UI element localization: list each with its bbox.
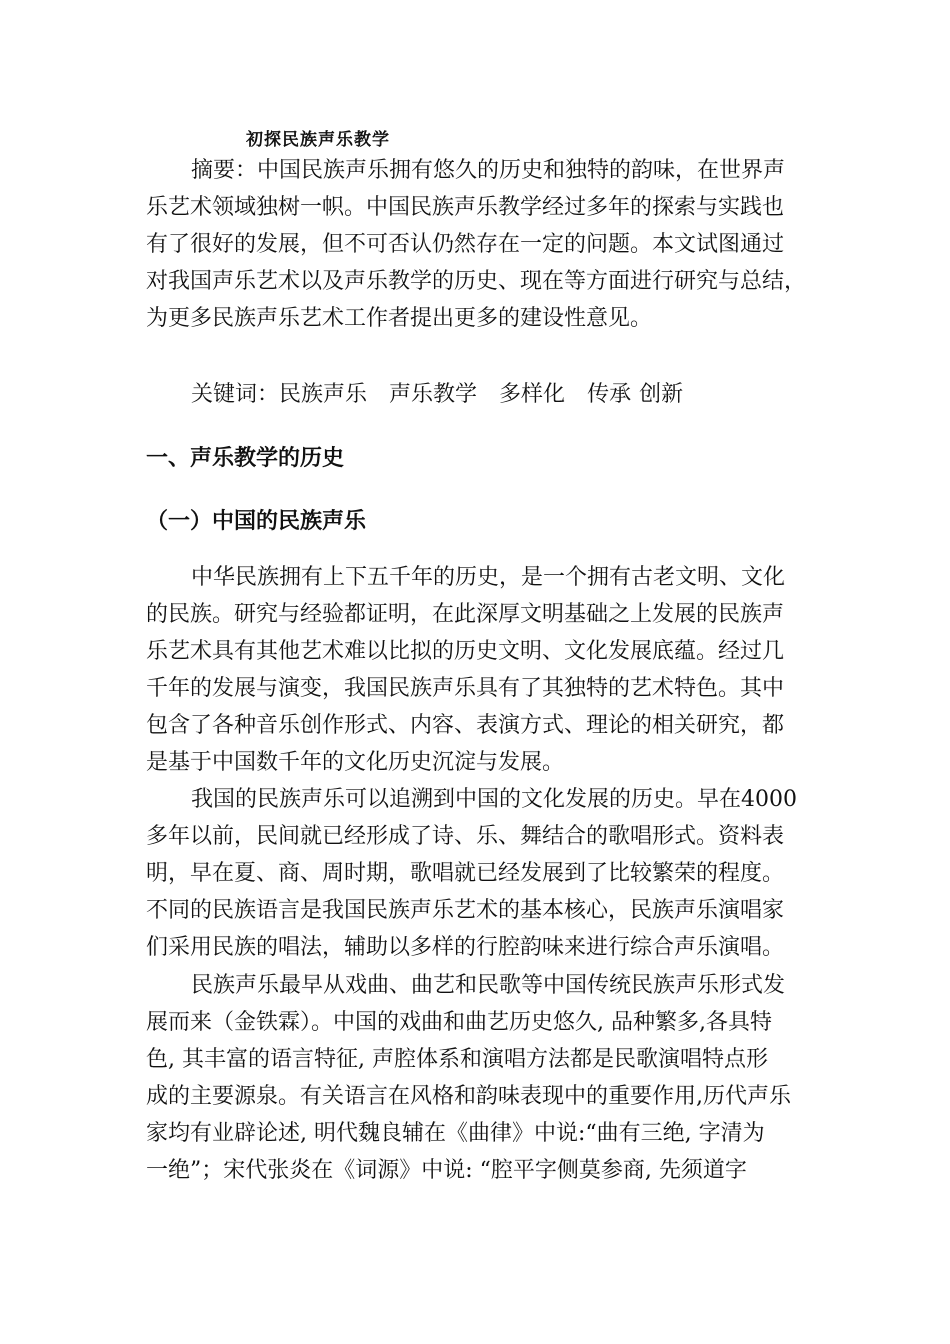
keyword: 传承 (587, 382, 632, 407)
section-heading: 一、声乐教学的历史 (146, 446, 345, 471)
body-paragraph (146, 559, 826, 781)
body-paragraph (146, 781, 826, 966)
paragraph-line: 色, 其丰富的语言特征, 声腔体系和演唱方法都是民歌演唱特点形 (146, 1047, 768, 1072)
keyword: 民族声乐 (279, 382, 368, 407)
keywords-line (191, 376, 683, 413)
paragraph-line: 千年的发展与演变，我国民族声乐具有了其独特的艺术特色。其中 (146, 676, 785, 701)
paragraph-line: 成的主要源泉。有关语言在风格和韵味表现中的重要作用,历代声乐 (146, 1084, 791, 1109)
keyword: 创新 (639, 382, 684, 407)
paragraph-line: 们采用民族的唱法，辅助以多样的行腔韵味来进行综合声乐演唱。 (146, 935, 785, 960)
abstract-line: 摘要：中国民族声乐拥有悠久的历史和独特的韵味，在世界声 (191, 158, 786, 183)
body-paragraph (146, 967, 826, 1189)
abstract-paragraph (146, 152, 826, 337)
paragraph-line: 的民族。研究与经验都证明，在此深厚文明基础之上发展的民族声 (146, 602, 785, 627)
document-title: 初探民族声乐教学 (246, 130, 390, 150)
paragraph-line: 中华民族拥有上下五千年的历史，是一个拥有古老文明、文化 (191, 565, 786, 590)
paragraph-line: 展而来（金铁霖）。中国的戏曲和曲艺历史悠久, 品种繁多,各具特 (146, 1010, 772, 1035)
paragraph-line: 我国的民族声乐可以追溯到中国的文化发展的历史。早在4000 (191, 787, 797, 812)
keyword: 多样化 (499, 382, 566, 407)
paragraph-line: 明，早在夏、商、周时期，歌唱就已经发展到了比较繁荣的程度。 (146, 861, 785, 886)
keyword: 声乐教学 (389, 382, 478, 407)
keywords-label: 关键词： (191, 382, 280, 407)
subsection-heading: （一）中国的民族声乐 (146, 509, 367, 534)
paragraph-line: 包含了各种音乐创作形式、内容、表演方式、理论的相关研究，都 (146, 713, 785, 738)
paragraph-line: 乐艺术具有其他艺术难以比拟的历史文明、文化发展底蕴。经过几 (146, 639, 785, 664)
paragraph-line: 多年以前，民间就已经形成了诗、乐、舞结合的歌唱形式。资料表 (146, 824, 785, 849)
abstract-line: 为更多民族声乐艺术工作者提出更多的建设性意见。 (146, 306, 653, 331)
paragraph-line: 民族声乐最早从戏曲、曲艺和民歌等中国传统民族声乐形式发 (191, 973, 786, 998)
abstract-line: 乐艺术领域独树一帜。中国民族声乐教学经过多年的探索与实践也 (146, 195, 785, 220)
abstract-line: 有了很好的发展，但不可否认仍然存在一定的问题。本文试图通过 (146, 232, 785, 257)
paragraph-line: 是基于中国数千年的文化历史沉淀与发展。 (146, 750, 565, 775)
paragraph-line: 一绝”；宋代张炎在《词源》中说: “腔平字侧莫参商, 先须道字 (146, 1158, 747, 1183)
paragraph-line: 家均有业辟论述, 明代魏良辅在《曲律》中说:“曲有三绝, 字清为 (146, 1121, 765, 1146)
paragraph-line: 不同的民族语言是我国民族声乐艺术的基本核心，民族声乐演唱家 (146, 898, 785, 923)
abstract-line: 对我国声乐艺术以及声乐教学的历史、现在等方面进行研究与总结， (146, 269, 807, 294)
